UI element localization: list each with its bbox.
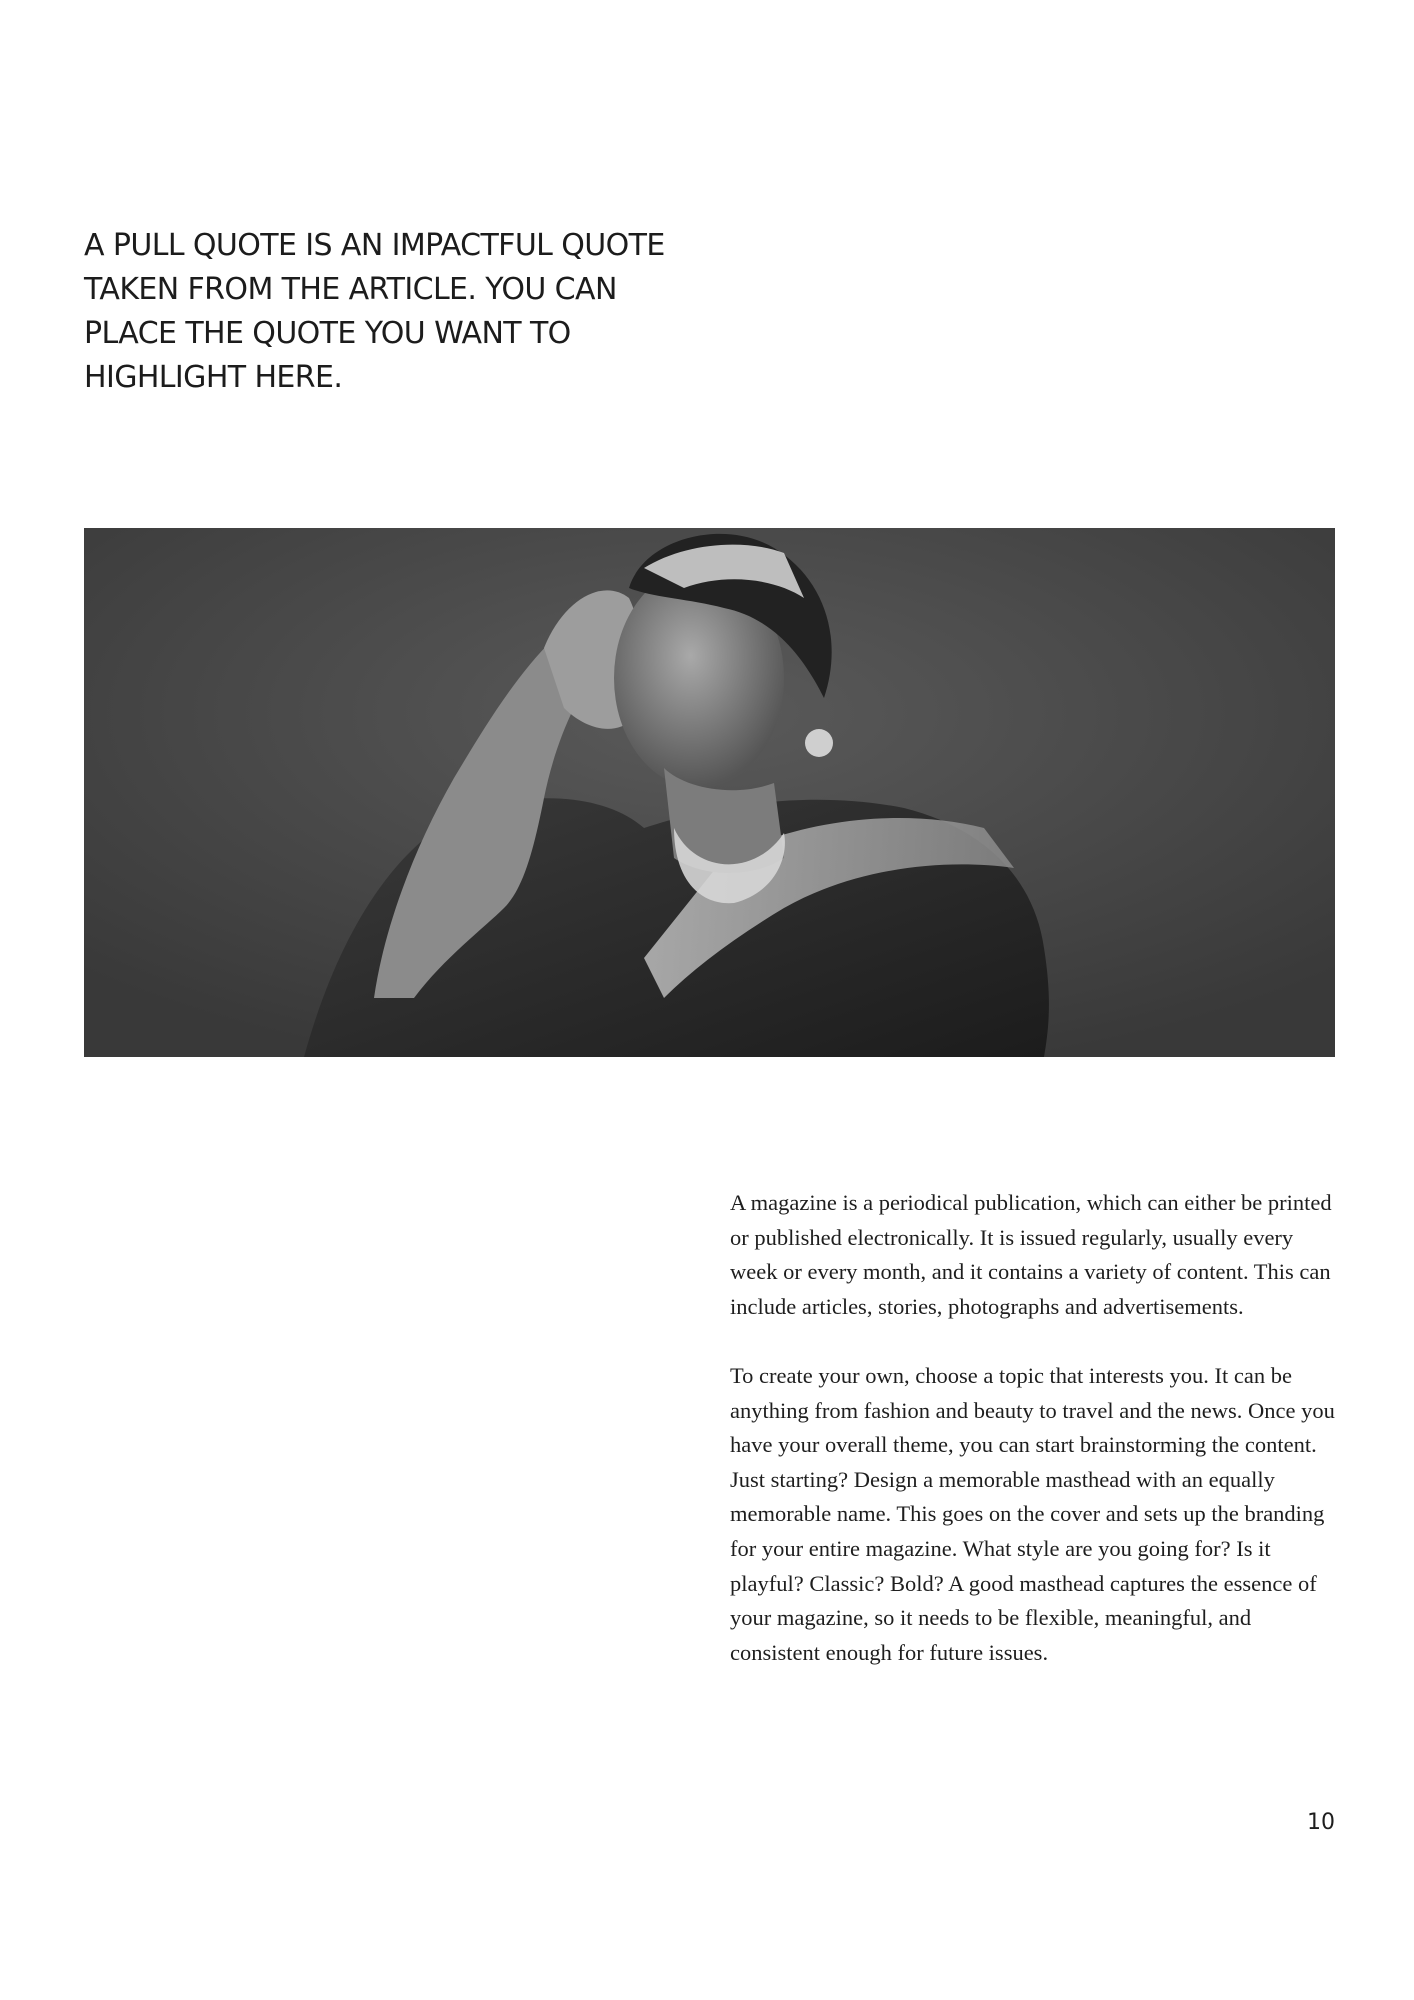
- portrait-photo: [84, 528, 1335, 1057]
- article-paragraph: A magazine is a periodical publication, which can either be printed or published electronically. It is issued regularly, usually every week or every month, and it contains a variety of content. This can include articles, stories, photographs and advertisements.: [730, 1190, 1332, 1319]
- pull-quote: A PULL QUOTE IS AN IMPACTFUL QUOTE TAKEN FROM THE ARTICLE. YOU CAN PLACE THE QUOTE YOU WANT TO HIGHLIGHT HERE.: [84, 228, 665, 395]
- article-body: [730, 1186, 1340, 1670]
- earring: [805, 729, 833, 757]
- article-paragraph: To create your own, choose a topic that interests you. It can be anything from fashion and beauty to travel and the news. Once you have your overall theme, you can start brainstorming the content. Just starting? Design a memorable masthead with an equally memorable name. This goes on the cover and sets up the branding for your entire magazine. What style are you going for? Is it playful? Classic? Bold? A good masthead captures the essence of your magazine, so it needs to be flexible, meaningful, and consistent enough for future issues.: [730, 1362, 1335, 1665]
- page-number: 10: [1307, 1810, 1335, 1835]
